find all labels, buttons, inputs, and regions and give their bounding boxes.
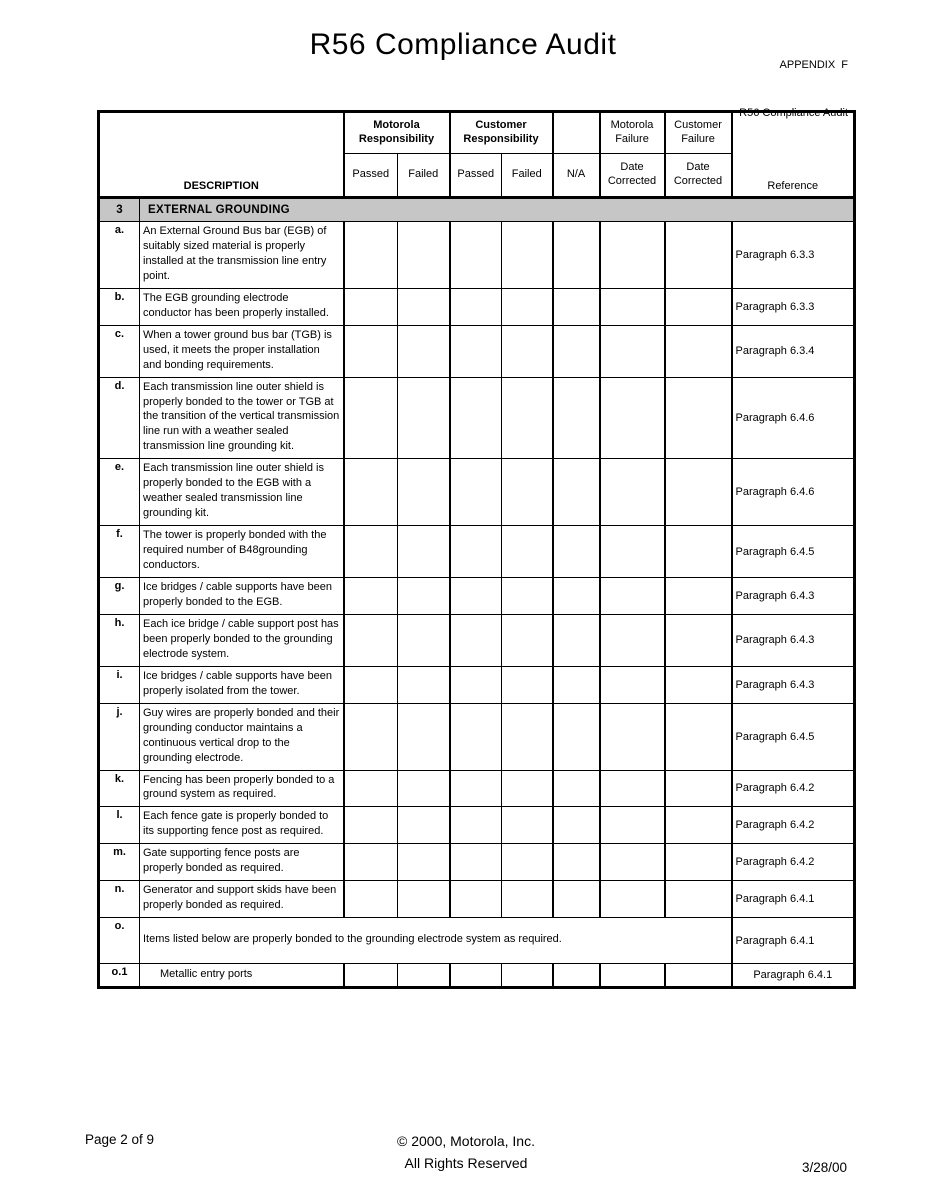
- row-id: h.: [99, 614, 140, 666]
- row-reference: Paragraph 6.4.6: [732, 377, 855, 459]
- check-cell-1: [344, 614, 398, 666]
- column-header-passed-customer: Passed: [450, 154, 502, 198]
- row-description: Each transmission line outer shield is properly bonded to the EGB with a weather sealed transmission line grounding kit.: [140, 459, 344, 526]
- check-cell-4: [502, 844, 553, 881]
- check-cell-2: [398, 526, 450, 578]
- audit-row: [99, 881, 855, 918]
- check-cell-4: [502, 288, 553, 325]
- check-cell-4: [502, 578, 553, 615]
- check-cell-3: [450, 666, 502, 703]
- check-cell-7: [665, 881, 732, 918]
- audit-table: [97, 110, 856, 989]
- check-cell-7: [665, 325, 732, 377]
- check-cell-3: [450, 377, 502, 459]
- column-header-passed-motorola: Passed: [344, 154, 398, 198]
- check-cell-3: [450, 770, 502, 807]
- check-cell-5: [553, 526, 600, 578]
- check-cell-1: [344, 666, 398, 703]
- check-cell-2: [398, 614, 450, 666]
- audit-row: [99, 614, 855, 666]
- check-cell-5: [553, 844, 600, 881]
- audit-row: [99, 703, 855, 770]
- check-cell-5: [553, 666, 600, 703]
- row-description: Items listed below are properly bonded to the grounding electrode system as required.: [140, 918, 732, 964]
- row-id: f.: [99, 526, 140, 578]
- check-cell-7: [665, 964, 732, 988]
- row-description: Guy wires are properly bonded and their grounding conductor maintains a continuous vertical drop to the grounding electrode.: [140, 703, 344, 770]
- row-id: d.: [99, 377, 140, 459]
- row-id: a.: [99, 222, 140, 289]
- row-reference: Paragraph 6.4.3: [732, 578, 855, 615]
- appendix-line1: APPENDIX F: [779, 58, 848, 71]
- row-description: Metallic entry ports: [140, 964, 344, 988]
- check-cell-1: [344, 881, 398, 918]
- check-cell-4: [502, 807, 553, 844]
- table-header-group-row: [99, 112, 855, 154]
- check-cell-5: [553, 614, 600, 666]
- check-cell-4: [502, 614, 553, 666]
- row-reference: Paragraph 6.4.1: [732, 964, 855, 988]
- row-description: Each ice bridge / cable support post has been properly bonded to the grounding electrode system.: [140, 614, 344, 666]
- check-cell-5: [553, 881, 600, 918]
- row-id: n.: [99, 881, 140, 918]
- row-description: Ice bridges / cable supports have been properly bonded to the EGB.: [140, 578, 344, 615]
- check-cell-3: [450, 844, 502, 881]
- row-description: Fencing has been properly bonded to a ground system as required.: [140, 770, 344, 807]
- row-id: b.: [99, 288, 140, 325]
- row-description: Generator and support skids have been properly bonded as required.: [140, 881, 344, 918]
- check-cell-2: [398, 844, 450, 881]
- audit-row: [99, 526, 855, 578]
- check-cell-1: [344, 222, 398, 289]
- check-cell-6: [600, 459, 665, 526]
- check-cell-2: [398, 459, 450, 526]
- check-cell-7: [665, 666, 732, 703]
- row-id: o.: [99, 918, 140, 964]
- column-header-reference: Reference: [732, 112, 855, 198]
- check-cell-7: [665, 526, 732, 578]
- check-cell-1: [344, 807, 398, 844]
- column-header-customer-failure: Customer Failure: [665, 112, 732, 154]
- check-cell-5: [553, 377, 600, 459]
- check-cell-7: [665, 222, 732, 289]
- row-description: Each transmission line outer shield is properly bonded to the tower or TGB at the transition of the vertical transmission line run with a weather sealed transmission line grounding kit.: [140, 377, 344, 459]
- row-id: l.: [99, 807, 140, 844]
- footer-date: 3/28/00: [801, 1159, 847, 1175]
- check-cell-3: [450, 807, 502, 844]
- check-cell-2: [398, 807, 450, 844]
- row-id: c.: [99, 325, 140, 377]
- check-cell-6: [600, 964, 665, 988]
- row-id: o.1: [99, 964, 140, 988]
- row-reference: Paragraph 6.3.4: [732, 325, 855, 377]
- check-cell-6: [600, 844, 665, 881]
- row-reference: Paragraph 6.4.2: [732, 770, 855, 807]
- check-cell-5: [553, 459, 600, 526]
- check-cell-6: [600, 325, 665, 377]
- check-cell-1: [344, 578, 398, 615]
- column-header-date-corrected-customer: Date Corrected: [665, 154, 732, 198]
- row-id: k.: [99, 770, 140, 807]
- check-cell-4: [502, 325, 553, 377]
- check-cell-6: [600, 377, 665, 459]
- check-cell-4: [502, 964, 553, 988]
- check-cell-2: [398, 666, 450, 703]
- check-cell-7: [665, 614, 732, 666]
- row-description: The EGB grounding electrode conductor has been properly installed.: [140, 288, 344, 325]
- row-reference: Paragraph 6.4.1: [732, 918, 855, 964]
- check-cell-7: [665, 770, 732, 807]
- check-cell-4: [502, 526, 553, 578]
- row-description: An External Ground Bus bar (EGB) of suitably sized material is properly installed at the transmission line entry point.: [140, 222, 344, 289]
- check-cell-5: [553, 222, 600, 289]
- column-header-customer-responsibility: Customer Responsibility: [450, 112, 553, 154]
- check-cell-1: [344, 703, 398, 770]
- check-cell-7: [665, 703, 732, 770]
- check-cell-6: [600, 614, 665, 666]
- check-cell-2: [398, 881, 450, 918]
- page-title: R56 Compliance Audit: [309, 28, 617, 61]
- column-header-na: N/A: [553, 154, 600, 198]
- row-reference: Paragraph 6.4.3: [732, 614, 855, 666]
- row-reference: Paragraph 6.4.2: [732, 844, 855, 881]
- check-cell-1: [344, 844, 398, 881]
- check-cell-5: [553, 964, 600, 988]
- check-cell-6: [600, 703, 665, 770]
- row-id: e.: [99, 459, 140, 526]
- check-cell-3: [450, 964, 502, 988]
- check-cell-2: [398, 578, 450, 615]
- row-description: The tower is properly bonded with the required number of B48grounding conductors.: [140, 526, 344, 578]
- check-cell-4: [502, 666, 553, 703]
- row-reference: Paragraph 6.3.3: [732, 222, 855, 289]
- check-cell-4: [502, 703, 553, 770]
- row-reference: Paragraph 6.4.1: [732, 881, 855, 918]
- audit-row: [99, 288, 855, 325]
- check-cell-1: [344, 459, 398, 526]
- row-description: When a tower ground bus bar (TGB) is used, it meets the proper installation and bonding requirements.: [140, 325, 344, 377]
- check-cell-6: [600, 578, 665, 615]
- section-header-row: [99, 198, 855, 222]
- check-cell-6: [600, 666, 665, 703]
- row-reference: Paragraph 6.4.5: [732, 526, 855, 578]
- check-cell-6: [600, 807, 665, 844]
- check-cell-4: [502, 459, 553, 526]
- check-cell-5: [553, 578, 600, 615]
- check-cell-3: [450, 222, 502, 289]
- audit-row: [99, 807, 855, 844]
- check-cell-7: [665, 578, 732, 615]
- column-header-motorola-responsibility: Motorola Responsibility: [344, 112, 450, 154]
- check-cell-2: [398, 288, 450, 325]
- check-cell-7: [665, 459, 732, 526]
- column-header-failed-motorola: Failed: [398, 154, 450, 198]
- check-cell-5: [553, 807, 600, 844]
- check-cell-3: [450, 325, 502, 377]
- check-cell-2: [398, 222, 450, 289]
- check-cell-3: [450, 578, 502, 615]
- audit-row: [99, 918, 855, 964]
- check-cell-7: [665, 807, 732, 844]
- column-header-description: DESCRIPTION: [99, 112, 344, 198]
- row-description: Each fence gate is properly bonded to its supporting fence post as required.: [140, 807, 344, 844]
- section-title: EXTERNAL GROUNDING: [140, 198, 855, 222]
- row-description: Ice bridges / cable supports have been properly isolated from the tower.: [140, 666, 344, 703]
- check-cell-5: [553, 325, 600, 377]
- column-header-failed-customer: Failed: [502, 154, 553, 198]
- check-cell-3: [450, 703, 502, 770]
- section-number: 3: [99, 198, 140, 222]
- check-cell-2: [398, 377, 450, 459]
- check-cell-7: [665, 377, 732, 459]
- check-cell-1: [344, 526, 398, 578]
- check-cell-3: [450, 614, 502, 666]
- page-footer: [85, 1130, 847, 1175]
- check-cell-1: [344, 770, 398, 807]
- check-cell-3: [450, 288, 502, 325]
- audit-row: [99, 377, 855, 459]
- audit-row: [99, 964, 855, 988]
- check-cell-6: [600, 770, 665, 807]
- audit-row: [99, 578, 855, 615]
- check-cell-6: [600, 526, 665, 578]
- check-cell-4: [502, 770, 553, 807]
- row-reference: Paragraph 6.4.2: [732, 807, 855, 844]
- column-header-date-corrected-motorola: Date Corrected: [600, 154, 665, 198]
- check-cell-4: [502, 881, 553, 918]
- check-cell-3: [450, 459, 502, 526]
- check-cell-2: [398, 964, 450, 988]
- audit-row: [99, 459, 855, 526]
- row-description: Gate supporting fence posts are properly bonded as required.: [140, 844, 344, 881]
- audit-row: [99, 770, 855, 807]
- row-id: g.: [99, 578, 140, 615]
- check-cell-5: [553, 703, 600, 770]
- check-cell-7: [665, 288, 732, 325]
- row-reference: Paragraph 6.4.6: [732, 459, 855, 526]
- check-cell-1: [344, 964, 398, 988]
- check-cell-1: [344, 325, 398, 377]
- row-reference: Paragraph 6.3.3: [732, 288, 855, 325]
- row-id: i.: [99, 666, 140, 703]
- check-cell-6: [600, 222, 665, 289]
- check-cell-6: [600, 288, 665, 325]
- audit-row: [99, 325, 855, 377]
- appendix-line2: R56 Compliance Audit: [739, 106, 848, 119]
- check-cell-7: [665, 844, 732, 881]
- rights-line: All Rights Reserved: [404, 1155, 528, 1172]
- check-cell-6: [600, 881, 665, 918]
- check-cell-5: [553, 288, 600, 325]
- column-header-motorola-failure: Motorola Failure: [600, 112, 665, 154]
- audit-row: [99, 844, 855, 881]
- check-cell-3: [450, 526, 502, 578]
- check-cell-1: [344, 377, 398, 459]
- check-cell-2: [398, 770, 450, 807]
- copyright-block: [275, 1130, 657, 1175]
- check-cell-4: [502, 222, 553, 289]
- check-cell-4: [502, 377, 553, 459]
- check-cell-5: [553, 770, 600, 807]
- check-cell-3: [450, 881, 502, 918]
- row-reference: Paragraph 6.4.3: [732, 666, 855, 703]
- audit-row: [99, 222, 855, 289]
- check-cell-2: [398, 325, 450, 377]
- audit-row: [99, 666, 855, 703]
- row-id: m.: [99, 844, 140, 881]
- copyright-line: © 2000, Motorola, Inc.: [397, 1133, 535, 1149]
- row-id: j.: [99, 703, 140, 770]
- check-cell-1: [344, 288, 398, 325]
- row-reference: Paragraph 6.4.5: [732, 703, 855, 770]
- check-cell-2: [398, 703, 450, 770]
- page-number: Page 2 of 9: [85, 1132, 155, 1147]
- column-header-na-spacer: [553, 112, 600, 154]
